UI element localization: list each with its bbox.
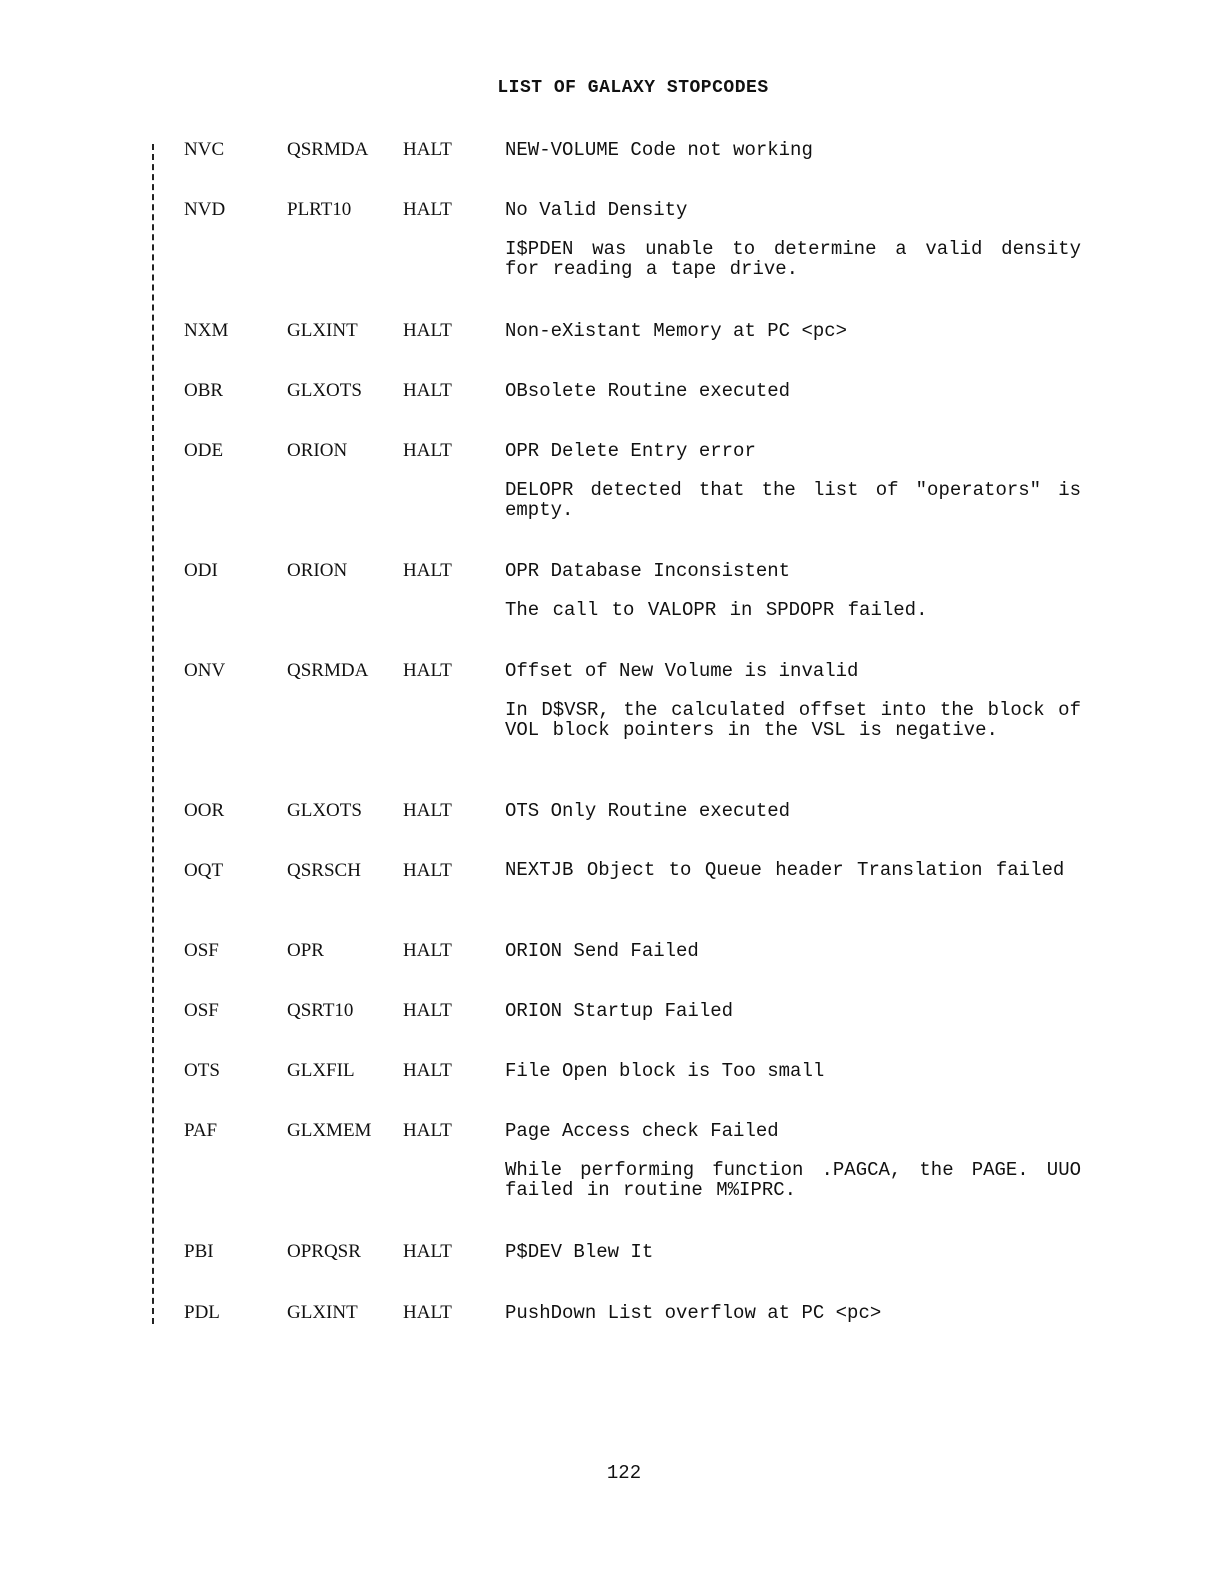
action: HALT [403, 320, 452, 341]
page-title: LIST OF GALAXY STOPCODES [497, 78, 769, 98]
message: File Open block is Too small [505, 1060, 825, 1082]
message: Non-eXistant Memory at PC <pc> [505, 320, 848, 342]
action: HALT [403, 380, 452, 401]
detail-text: While performing function .PAGCA, the PAGE. UUO failed in routine M%IPRC. [505, 1159, 1081, 1201]
action: HALT [403, 1120, 452, 1141]
message: NEXTJB Object to Queue header Translation failed [505, 859, 1065, 881]
module-name: OPRQSR [287, 1241, 361, 1262]
detail-text: In D$VSR, the calculated offset into the block of VOL block pointers in the VSL is negative. [505, 699, 1081, 741]
module-name: QSRSCH [287, 860, 361, 881]
stopcode: PDL [184, 1302, 220, 1323]
stopcode: OSF [184, 940, 219, 961]
action: HALT [403, 440, 452, 461]
message: P$DEV Blew It [505, 1241, 654, 1263]
module-name: ORION [287, 440, 348, 461]
module-name: ORION [287, 560, 348, 581]
stopcode: OSF [184, 1000, 219, 1021]
stopcode: OBR [184, 380, 224, 401]
module-name: GLXOTS [287, 800, 362, 821]
module-name: OPR [287, 940, 324, 961]
stopcode: ODI [184, 560, 218, 581]
module-name: PLRT10 [287, 199, 352, 220]
message: Offset of New Volume is invalid [505, 660, 859, 682]
module-name: GLXMEM [287, 1120, 372, 1141]
module-name: GLXINT [287, 1302, 358, 1323]
action: HALT [403, 940, 452, 961]
message: OBsolete Routine executed [505, 380, 791, 402]
message: ORION Send Failed [505, 940, 699, 962]
message: ORION Startup Failed [505, 1000, 734, 1022]
action: HALT [403, 860, 452, 881]
module-name: QSRMDA [287, 139, 369, 160]
module-name: QSRT10 [287, 1000, 354, 1021]
message: No Valid Density [505, 199, 688, 221]
module-name: GLXINT [287, 320, 358, 341]
module-name: GLXOTS [287, 380, 362, 401]
message: OPR Delete Entry error [505, 440, 756, 462]
module-name: QSRMDA [287, 660, 369, 681]
action: HALT [403, 800, 452, 821]
action: HALT [403, 1241, 452, 1262]
message: NEW-VOLUME Code not working [505, 139, 813, 161]
action: HALT [403, 660, 452, 681]
module-name: GLXFIL [287, 1060, 355, 1081]
stopcode: NXM [184, 320, 229, 341]
stopcode: OTS [184, 1060, 220, 1081]
message: PushDown List overflow at PC <pc> [505, 1302, 882, 1324]
page-number: 122 [606, 1462, 642, 1484]
stopcode: OOR [184, 800, 225, 821]
message: OTS Only Routine executed [505, 800, 791, 822]
action: HALT [403, 199, 452, 220]
detail-text: I$PDEN was unable to determine a valid density for reading a tape drive. [505, 238, 1081, 280]
change-bar [152, 144, 154, 1324]
action: HALT [403, 1302, 452, 1323]
action: HALT [403, 139, 452, 160]
action: HALT [403, 1000, 452, 1021]
stopcode: ONV [184, 660, 226, 681]
action: HALT [403, 560, 452, 581]
stopcode: PBI [184, 1241, 214, 1262]
stopcode: PAF [184, 1120, 218, 1141]
stopcode: NVC [184, 139, 225, 160]
message: Page Access check Failed [505, 1120, 779, 1142]
stopcode: OQT [184, 860, 224, 881]
detail-text: The call to VALOPR in SPDOPR failed. [505, 599, 928, 621]
stopcode: ODE [184, 440, 224, 461]
action: HALT [403, 1060, 452, 1081]
stopcode: NVD [184, 199, 226, 220]
message: OPR Database Inconsistent [505, 560, 791, 582]
detail-text: DELOPR detected that the list of "operators" is empty. [505, 479, 1081, 521]
